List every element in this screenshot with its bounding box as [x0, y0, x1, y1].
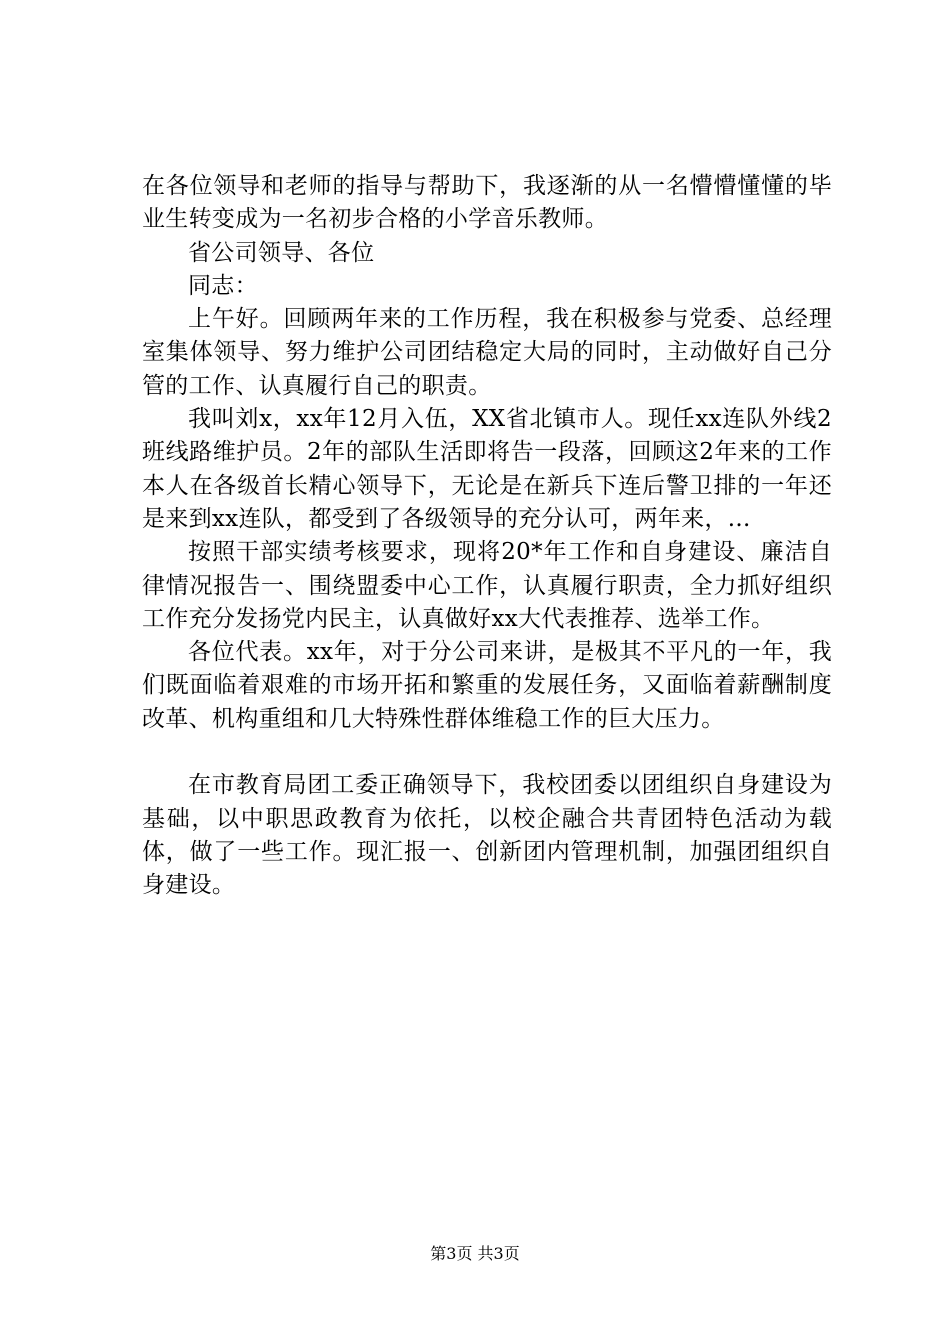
paragraph-opening: 在各位领导和老师的指导与帮助下，我逐渐的从一名懵懵懂懂的毕业生转变成为一名初步合格的小学音乐教师。 — [142, 173, 832, 233]
paragraph-league-work: 在市教育局团工委正确领导下，我校团委以团组织自身建设为基础，以中职思政教育为依托，以校企融合共青团特色活动为载体，做了一些工作。现汇报一、创新团内管理机制，加强团组织自身建设。 — [142, 772, 832, 899]
page-number-footer: 第3页 共3页 — [430, 1244, 520, 1263]
paragraph-spacer — [142, 736, 832, 769]
salutation-line-2: 同志： — [188, 272, 258, 299]
paragraph-representatives: 各位代表。xx年，对于分公司来讲，是极其不平凡的一年，我们既面临着艰难的市场开拓和繁重的发展任务，又面临着薪酬制度改革、机构重组和几大特殊性群体维稳工作的巨大压力。 — [142, 639, 832, 732]
paragraph-report: 按照干部实绩考核要求，现将20*年工作和自身建设、廉洁自律情况报告一、围绕盟委中心工作，认真履行职责，全力抓好组织工作充分发扬党内民主，认真做好xx大代表推荐、选举工作。 — [142, 539, 832, 632]
document-body — [142, 170, 832, 903]
paragraph-greeting: 上午好。回顾两年来的工作历程，我在积极参与党委、总经理室集体领导、努力维护公司团结稳定大局的同时，主动做好自己分管的工作、认真履行自己的职责。 — [142, 306, 832, 399]
salutation-line-1: 省公司领导、各位 — [188, 239, 375, 266]
paragraph-self-intro: 我叫刘x，xx年12月入伍，XX省北镇市人。现任xx连队外线2班线路维护员。2年的部队生活即将告一段落，回顾这2年来的工作本人在各级首长精心领导下，无论是在新兵下连后警卫排的一年还是来到xx连队，都受到了各级领导的充分认可，两年来，... — [142, 406, 832, 532]
